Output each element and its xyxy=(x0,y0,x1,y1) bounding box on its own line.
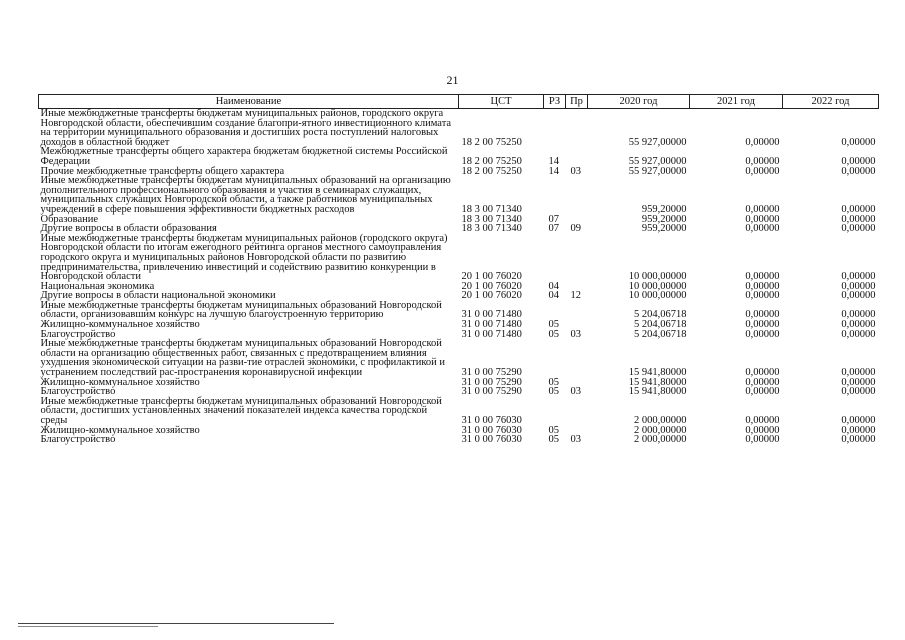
cell-rz: 05 xyxy=(548,434,559,446)
cell-2022: 0,00000 xyxy=(841,280,876,292)
cell-2021: 0,00000 xyxy=(745,290,780,302)
cell-rz xyxy=(544,339,566,377)
cell-pr: 03 xyxy=(570,165,581,177)
cell-rz: 05 xyxy=(548,424,559,436)
cell-name: Межбюджетные трансферты общего характера бюджетам бюджетной системы Российской Федерации xyxy=(40,146,448,167)
cell-2022: 0,00000 xyxy=(841,309,876,321)
cell-2020: 15 941,80000 xyxy=(628,386,687,398)
footer-rule xyxy=(18,623,334,624)
footer-rule-thin xyxy=(18,626,158,627)
cell-cst: 18 2 00 75250 xyxy=(461,136,522,148)
cell-2020: 2 000,00000 xyxy=(634,424,687,436)
cell-2021: 0,00000 xyxy=(745,319,780,331)
cell-name: Жилищно-коммунальное хозяйство xyxy=(40,319,200,331)
cell-2020: 2 000,00000 xyxy=(634,434,687,446)
cell-name: Благоустройство xyxy=(40,434,116,446)
cell-cst: 31 0 00 76030 xyxy=(461,434,522,446)
header-rz: РЗ xyxy=(544,95,566,109)
cell-pr xyxy=(566,339,588,377)
cell-2021: 0,00000 xyxy=(745,280,780,292)
cell-2022: 0,00000 xyxy=(841,165,876,177)
cell-2020: 15 941,80000 xyxy=(628,367,687,379)
cell-2021: 0,00000 xyxy=(745,203,780,215)
cell-rz: 14 xyxy=(548,155,559,167)
cell-rz xyxy=(544,397,566,426)
table-row xyxy=(39,301,879,320)
cell-name: Национальная экономика xyxy=(40,280,155,292)
cell-2020: 5 204,06718 xyxy=(634,319,687,331)
cell-2021: 0,00000 xyxy=(745,136,780,148)
header-2022: 2022 год xyxy=(783,95,879,109)
cell-name: Образование xyxy=(40,213,99,225)
table-row xyxy=(39,109,879,148)
cell-2021: 0,00000 xyxy=(745,434,780,446)
cell-rz xyxy=(544,176,566,214)
cell-name: Иные межбюджетные трансферты бюджетам муниципальных образований Новгородской области, организовавшим конкурс на лучшую благоустроенную территорию xyxy=(40,299,442,321)
cell-2021: 0,00000 xyxy=(745,386,780,398)
cell-2022: 0,00000 xyxy=(841,386,876,398)
cell-2021: 0,00000 xyxy=(745,155,780,167)
cell-rz: 04 xyxy=(548,280,559,292)
cell-rz xyxy=(544,234,566,282)
cell-2020: 2 000,00000 xyxy=(634,415,687,426)
cell-cst: 31 0 00 71480 xyxy=(461,328,522,340)
cell-name: Благоустройство xyxy=(40,328,116,340)
cell-pr xyxy=(566,109,588,148)
cell-rz: 05 xyxy=(548,328,559,340)
cell-2020: 5 204,06718 xyxy=(634,328,687,340)
cell-cst: 20 1 00 76020 xyxy=(461,280,522,292)
cell-pr: 09 xyxy=(570,223,581,235)
cell-2021: 0,00000 xyxy=(745,376,780,388)
cell-2020: 959,20000 xyxy=(641,213,687,225)
cell-2021: 0,00000 xyxy=(745,213,780,225)
cell-2022: 0,00000 xyxy=(841,223,876,235)
cell-pr xyxy=(566,234,588,282)
cell-cst: 18 2 00 75250 xyxy=(461,165,522,177)
cell-2022: 0,00000 xyxy=(841,424,876,436)
cell-cst: 31 0 00 75290 xyxy=(461,376,522,388)
budget-table xyxy=(38,94,879,445)
cell-cst: 31 0 00 71480 xyxy=(461,319,522,331)
cell-2020: 959,20000 xyxy=(641,203,687,215)
cell-2021: 0,00000 xyxy=(745,328,780,340)
cell-cst: 20 1 00 76020 xyxy=(461,290,522,302)
header-cst: ЦСТ xyxy=(459,95,544,109)
cell-name: Иные межбюджетные трансферты бюджетам муниципальных образований на организацию дополнительного профессионального образования и участия в семинарах служащих, муниципальных служащих Новгородской области, а также работников муниципальных учреждений в сфере повышения эффективности бюджетных расходов xyxy=(40,175,451,215)
cell-2022: 0,00000 xyxy=(841,415,876,426)
cell-2022: 0,00000 xyxy=(841,213,876,225)
cell-name: Иные межбюджетные трансферты бюджетам муниципальных образований Новгородской области на организацию общественных работ, связанных с предотвращением влияния ухудшения экономической ситуации на разви-тие отраслей экономики, с профилактикой и устранением последствий рас-пространения коронавирусной инфекции xyxy=(40,338,446,379)
cell-2021: 0,00000 xyxy=(745,271,780,283)
cell-pr xyxy=(566,301,588,320)
cell-2022: 0,00000 xyxy=(841,434,876,446)
cell-name: Жилищно-коммунальное хозяйство xyxy=(40,376,200,388)
cell-2022: 0,00000 xyxy=(841,328,876,340)
cell-2022: 0,00000 xyxy=(841,203,876,215)
cell-2021: 0,00000 xyxy=(745,424,780,436)
cell-pr: 03 xyxy=(570,386,581,398)
cell-2021: 0,00000 xyxy=(745,165,780,177)
cell-2022: 0,00000 xyxy=(841,136,876,148)
cell-2022: 0,00000 xyxy=(841,376,876,388)
cell-cst: 18 2 00 75250 xyxy=(461,155,522,167)
cell-2020: 55 927,00000 xyxy=(628,136,687,148)
cell-rz: 05 xyxy=(548,319,559,331)
cell-name: Иные межбюджетные трансферты бюджетам муниципальных районов (городского округа) Новгородской области по итогам ежегодного рейтинга органов местного самоуправления городского округа и муниципальных районов Новгородской области по развитию предпринимательства, привлечению инвестиций и содействию развитию конкуренции в Новгородской области xyxy=(40,232,448,283)
table-row xyxy=(39,435,879,445)
cell-pr: 12 xyxy=(570,290,581,302)
table-row xyxy=(39,234,879,282)
cell-name: Другие вопросы в области образования xyxy=(40,223,217,235)
cell-pr xyxy=(566,176,588,214)
cell-2020: 10 000,00000 xyxy=(628,271,687,283)
table-row xyxy=(39,339,879,377)
cell-2020: 55 927,00000 xyxy=(628,155,687,167)
cell-rz xyxy=(544,301,566,320)
cell-2021: 0,00000 xyxy=(745,309,780,321)
cell-2022: 0,00000 xyxy=(841,290,876,302)
cell-2022: 0,00000 xyxy=(841,271,876,283)
cell-2021: 0,00000 xyxy=(745,367,780,379)
header-2021: 2021 год xyxy=(690,95,783,109)
cell-rz: 05 xyxy=(548,376,559,388)
cell-name: Иные межбюджетные трансферты бюджетам муниципальных районов, городского округа Новгородской области, обеспечившим создание благопри-ятного инвестиционного климата на территории муниципального образования и достигших роста поступлений налоговых доходов в областной бюджет xyxy=(40,108,452,148)
cell-rz: 07 xyxy=(548,223,559,235)
cell-2020: 55 927,00000 xyxy=(628,165,687,177)
cell-pr xyxy=(566,147,588,166)
cell-name: Иные межбюджетные трансферты бюджетам муниципальных образований Новгородской области, достигших установленных значений показателей индекса качества городской среды xyxy=(40,395,442,426)
page-number: 21 xyxy=(446,73,459,87)
cell-rz: 04 xyxy=(548,290,559,302)
cell-cst: 31 0 00 76030 xyxy=(461,424,522,436)
cell-name: Благоустройство xyxy=(40,386,116,398)
cell-name: Другие вопросы в области национальной экономики xyxy=(40,290,276,302)
cell-2020: 15 941,80000 xyxy=(628,376,687,388)
cell-2021: 0,00000 xyxy=(745,223,780,235)
cell-2020: 10 000,00000 xyxy=(628,280,687,292)
table-row xyxy=(39,397,879,426)
cell-2022: 0,00000 xyxy=(841,367,876,379)
cell-2020: 5 204,06718 xyxy=(634,309,687,321)
cell-pr: 03 xyxy=(570,328,581,340)
cell-rz: 07 xyxy=(548,213,559,225)
cell-cst: 18 3 00 71340 xyxy=(461,213,522,225)
cell-rz: 14 xyxy=(548,165,559,177)
header-2020: 2020 год xyxy=(588,95,690,109)
cell-2022: 0,00000 xyxy=(841,155,876,167)
cell-cst: 31 0 00 75290 xyxy=(461,386,522,398)
cell-2022: 0,00000 xyxy=(841,319,876,331)
cell-cst: 18 3 00 71340 xyxy=(461,203,522,215)
table-body xyxy=(39,109,879,445)
table-header-row xyxy=(39,95,879,109)
table-row xyxy=(39,176,879,214)
cell-rz: 05 xyxy=(548,386,559,398)
cell-2020: 10 000,00000 xyxy=(628,290,687,302)
cell-cst: 18 3 00 71340 xyxy=(461,223,522,235)
cell-pr: 03 xyxy=(570,434,581,446)
cell-cst: 31 0 00 75290 xyxy=(461,367,522,379)
header-pr: Пр xyxy=(566,95,588,109)
cell-name: Жилищно-коммунальное хозяйство xyxy=(40,424,200,436)
cell-pr xyxy=(566,397,588,426)
cell-2021: 0,00000 xyxy=(745,415,780,426)
cell-2020: 959,20000 xyxy=(641,223,687,235)
header-name: Наименование xyxy=(39,95,459,109)
cell-name: Прочие межбюджетные трансферты общего характера xyxy=(40,165,285,177)
cell-rz xyxy=(544,109,566,148)
table-row xyxy=(39,147,879,166)
cell-cst: 20 1 00 76020 xyxy=(461,271,522,283)
cell-cst: 31 0 00 71480 xyxy=(461,309,522,321)
cell-cst: 31 0 00 76030 xyxy=(461,415,522,426)
